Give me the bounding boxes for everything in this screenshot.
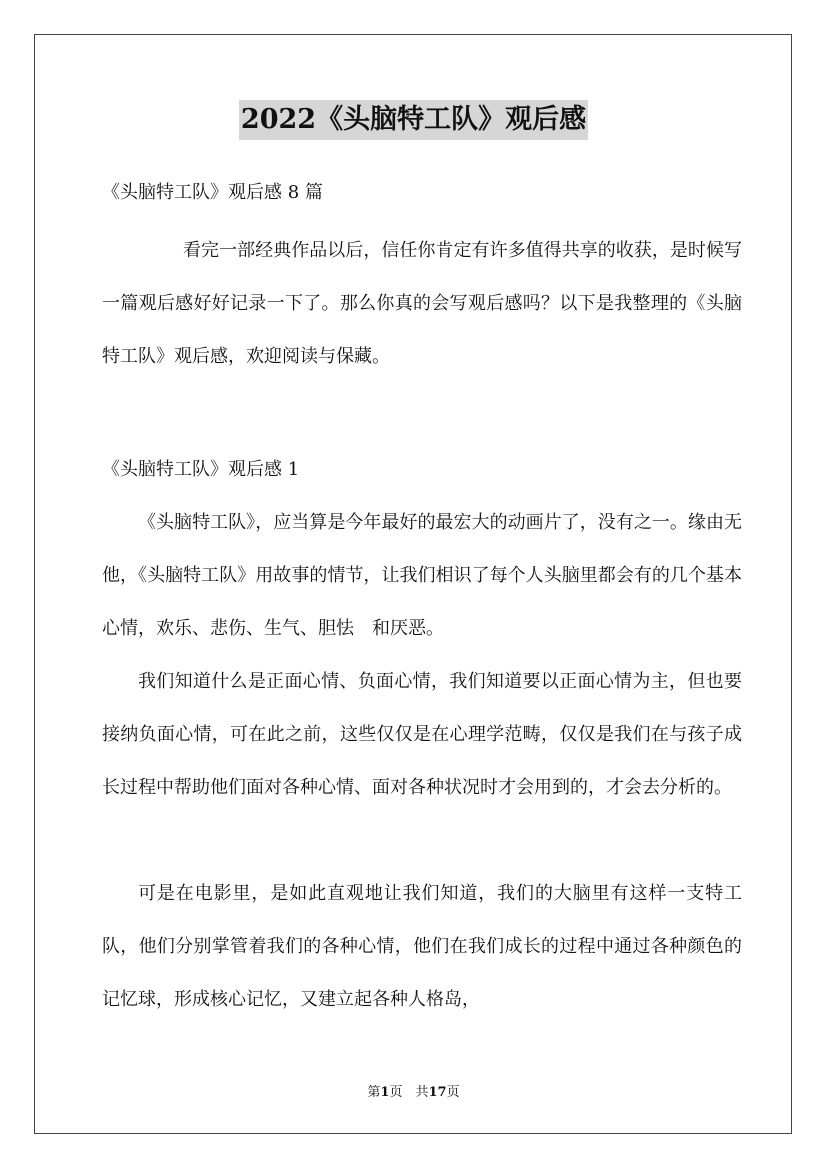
footer-total-pages: 17 xyxy=(428,1085,447,1100)
title-container xyxy=(0,100,827,140)
footer-page-number: 1 xyxy=(380,1085,390,1100)
document-subtitle: 《头脑特工队》观后感 8 篇 xyxy=(102,182,323,203)
page-footer xyxy=(0,1083,827,1103)
body-paragraph-1: 《头脑特工队》，应当算是今年最好的最宏大的动画片了，没有之一。缘由无他，《头脑特工队》用故事的情节，让我们相识了每个人头脑里都会有的几个基本心情，欢乐、悲伤、生气、胆怯 和厌恶。 xyxy=(102,512,742,639)
intro-paragraph: 看完一部经典作品以后，信任你肯定有许多值得共享的收获，是时候写一篇观后感好好记录一下了。那么你真的会写观后感吗？以下是我整理的《头脑特工队》观后感，欢迎阅读与保藏。 xyxy=(102,240,742,367)
footer-page-suffix: 页 共 xyxy=(389,1085,429,1100)
body-paragraph-2: 我们知道什么是正面心情、负面心情，我们知道要以正面心情为主，但也要接纳负面心情，可在此之前，这些仅仅是在心理学范畴，仅仅是我们在与孩子成长过程中帮助他们面对各种心情、面对各种状况时才会用到的，才会去分析的。 xyxy=(102,671,742,798)
footer-page-prefix: 第 xyxy=(367,1085,381,1100)
section-heading: 《头脑特工队》观后感 1 xyxy=(102,459,300,480)
body-paragraph-3: 可是在电影里，是如此直观地让我们知道，我们的大脑里有这样一支特工队，他们分别掌管着我们的各种心情，他们在我们成长的过程中通过各种颜色的记忆球，形成核心记忆，又建立起各种人格岛， xyxy=(102,883,742,1010)
footer-total-suffix: 页 xyxy=(446,1085,460,1100)
document-title: 2022《头脑特工队》观后感 xyxy=(239,100,588,140)
